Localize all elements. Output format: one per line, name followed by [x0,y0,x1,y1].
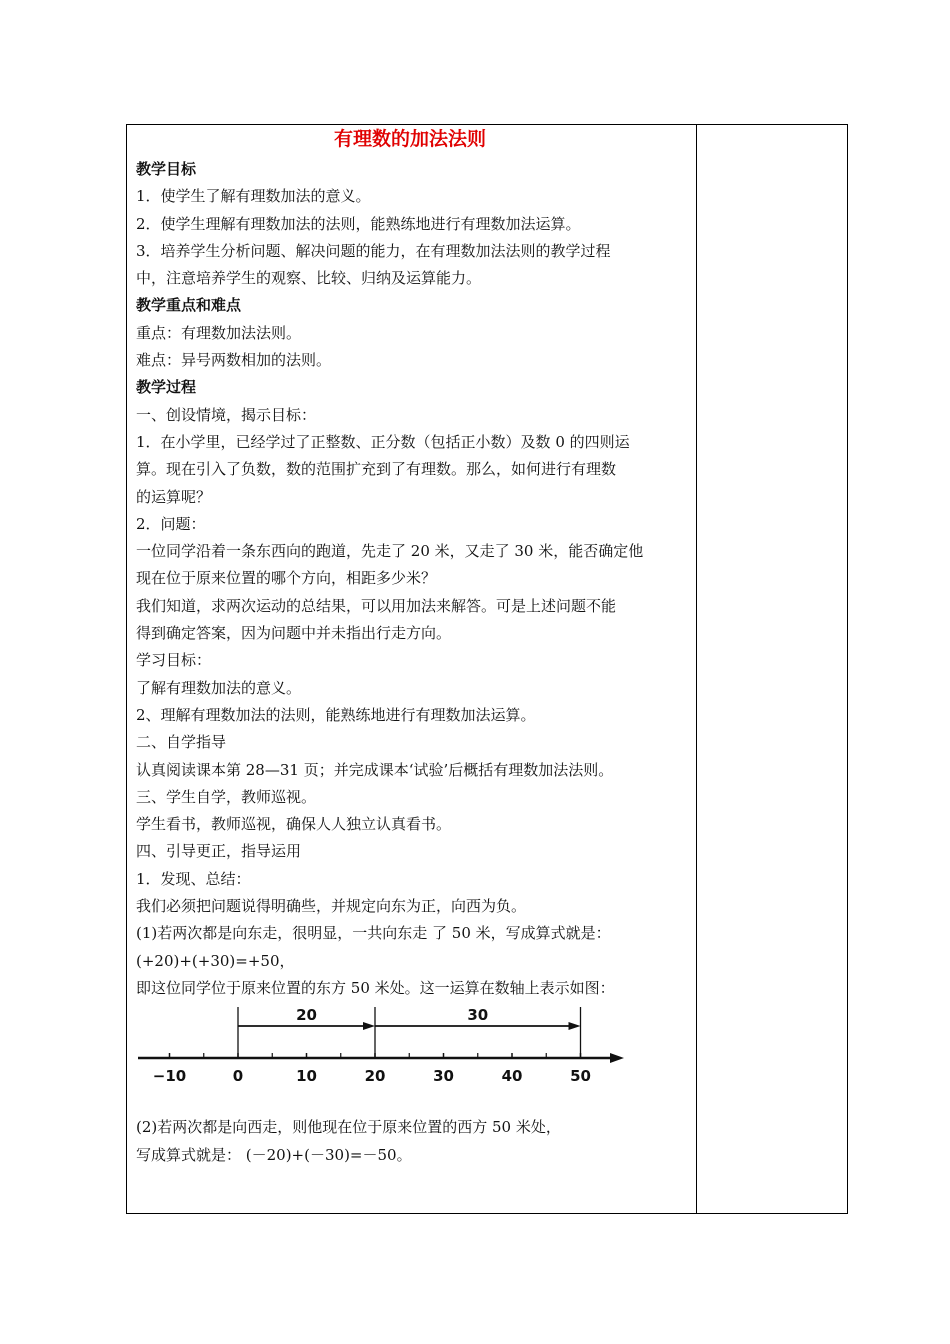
move-label-1: 20 [296,1006,317,1025]
main-column [136,125,688,1169]
text-line: 得到确定答案，因为问题中并未指出行走方向。 [136,624,452,643]
text-line: 即这位同学位于原来位置的东方 50 米处。这一运算在数轴上表示如图： [136,978,615,997]
text-line: 我们必须把问题说得明确些，并规定向东为正，向西为负。 [136,897,527,916]
text-line: 现在位于原来位置的哪个方向，相距多少米？ [136,569,437,588]
text-line: 难点：异号两数相加的法则。 [136,351,332,370]
text-line: 的运算呢？ [136,487,212,506]
number-line-figure [136,1004,688,1114]
move-arrowhead-1 [363,1022,375,1030]
text-line: 3．培养学生分析问题、解决问题的能力，在有理数加法法则的教学过程 [136,241,611,260]
lesson-table [126,124,848,1214]
text-line: 写成算式就是： (－20)+(－30)=－50。 [136,1145,412,1164]
text-line: (1)若两次都是向东走，很明显，一共向东走 了 50 米，写成算式就是： [136,924,611,943]
number-line-svg [136,1004,688,1114]
text-line: 一、创设情境，揭示目标： [136,405,317,424]
text-line: (2)若两次都是向西走，则他现在位于原来位置的西方 50 米处， [136,1118,561,1137]
text-line: 学生看书，教师巡视，确保人人独立认真看书。 [136,815,452,834]
text-line: 1．发现、总结： [136,869,251,888]
content-lines [136,156,688,1002]
tick-label--10: −10 [152,1067,187,1086]
text-line: 1．在小学里，已经学过了正整数、正分数（包括正小数）及数 0 的四则运 [136,432,630,451]
text-line: 四、引导更正，指导运用 [136,842,302,861]
tick-label-10: 10 [296,1067,317,1086]
text-line: 学习目标： [136,651,212,670]
section-heading: 教学过程 [136,378,197,397]
section-heading: 教学目标 [136,160,197,178]
text-line: 2、理解有理数加法的法则，能熟练地进行有理数加法运算。 [136,705,536,724]
move-arrowhead-2 [569,1022,581,1030]
content-lines-after [136,1114,688,1169]
text-line: 认真阅读课本第 28—31 页；并完成课本‘试验’后概括有理数加法法则。 [136,760,614,779]
text-line: 一位同学沿着一条东西向的跑道，先走了 20 米，又走了 30 米，能否确定他 [136,542,644,561]
column-divider [696,125,697,1213]
tick-label-20: 20 [364,1067,386,1086]
text-line: 我们知道，求两次运动的总结果，可以用加法来解答。可是上述问题不能 [136,596,617,615]
text-line: 1．使学生了解有理数加法的意义。 [136,187,371,206]
text-line: 二、自学指导 [136,733,227,752]
text-line: 了解有理数加法的意义。 [136,678,302,697]
tick-label-30: 30 [433,1067,454,1086]
section-heading: 教学重点和难点 [136,296,242,315]
text-line: 中，注意培养学生的观察、比较、归纳及运算能力。 [136,269,482,288]
move-label-2: 30 [467,1006,489,1025]
text-line: (+20)+(+30)=+50， [136,951,295,970]
axis-arrowhead [610,1053,624,1063]
text-line: 2．问题： [136,514,206,533]
tick-label-40: 40 [501,1067,523,1086]
text-line: 算。现在引入了负数，数的范围扩充到了有理数。那么，如何进行有理数 [136,460,617,479]
text-line: 2．使学生理解有理数加法的法则，能熟练地进行有理数加法运算。 [136,214,581,233]
page-title: 有理数的加法法则 [333,128,486,150]
tick-label-50: 50 [570,1067,591,1086]
tick-label-0: 0 [232,1067,244,1086]
text-line: 重点：有理数加法法则。 [136,323,302,342]
text-line: 三、学生自学，教师巡视。 [136,787,317,806]
